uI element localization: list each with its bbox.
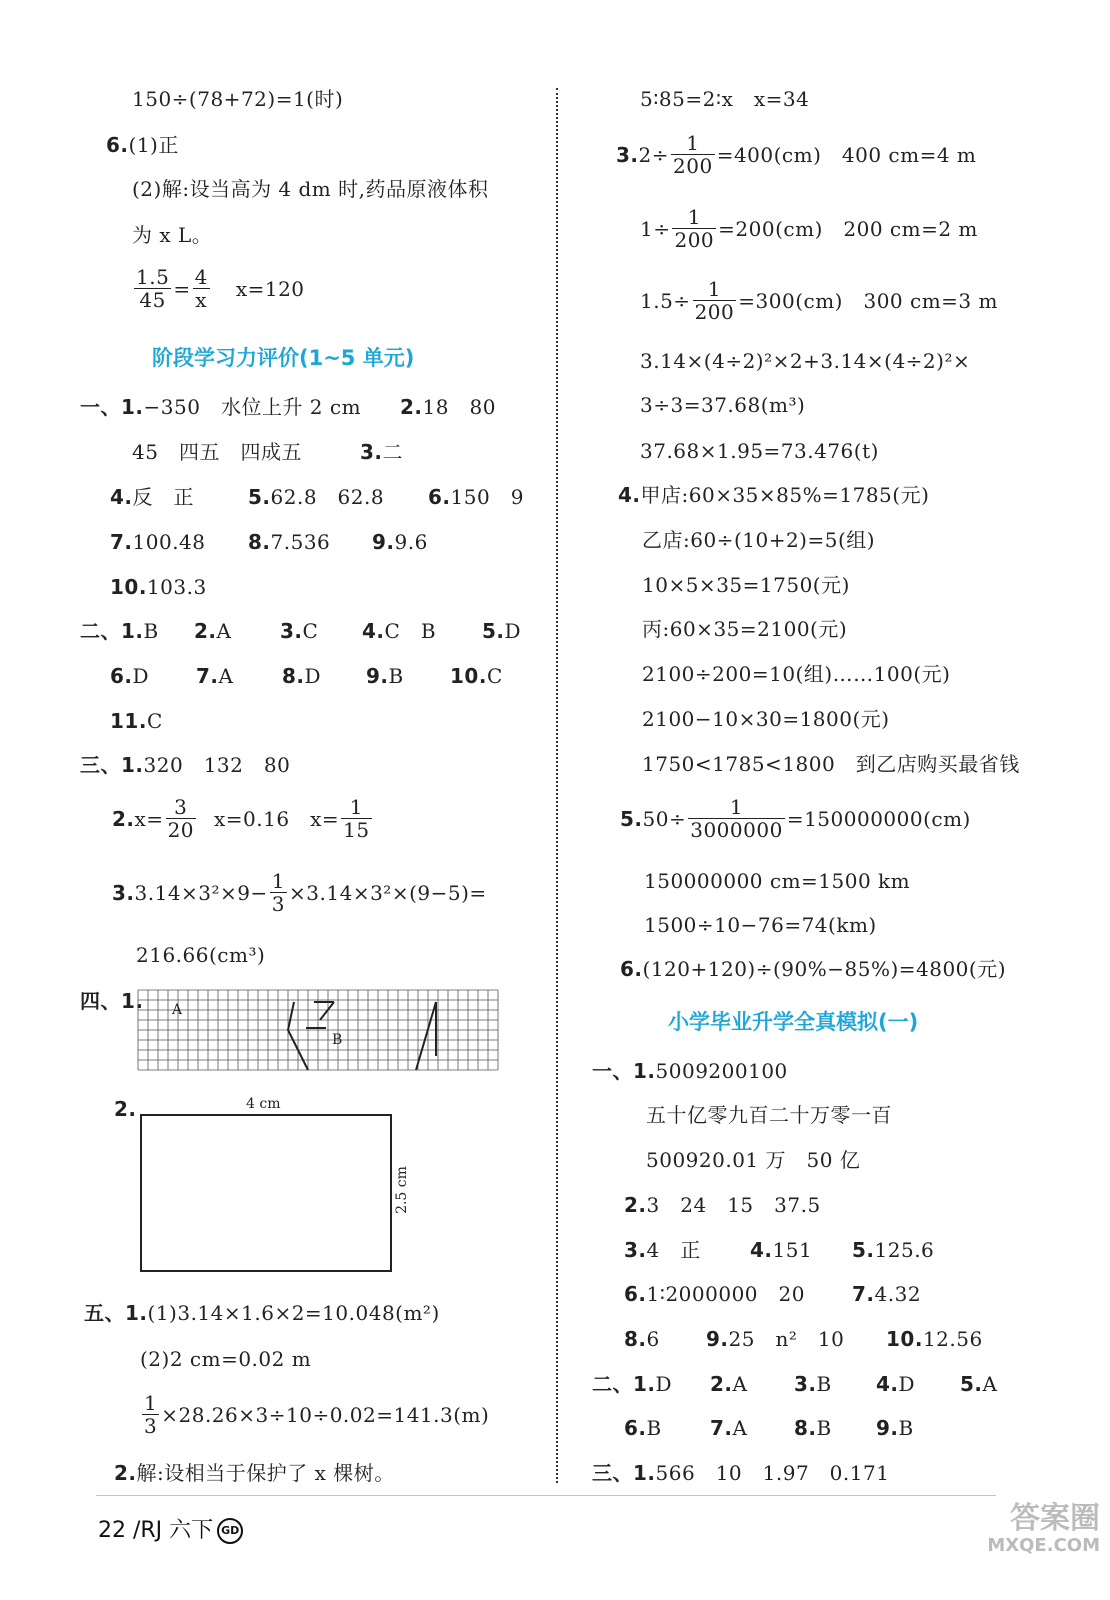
answer-line: 3.二 — [360, 440, 404, 464]
region-badge: GD — [217, 1518, 243, 1544]
answer-line: $\frac{1}{3}$ ×28.26×3÷10÷0.02=141.3(m) — [144, 1391, 490, 1438]
answer-line: 7.A — [196, 664, 234, 688]
answer-line: 6.(120+120)÷(90%−85%)=4800(元) — [620, 957, 1007, 981]
answer-line: 500920.01 万 50 亿 — [646, 1148, 861, 1172]
answer-line: 丙:60×35=2100(元) — [642, 617, 848, 641]
answer-line: 一、1.5009200100 — [592, 1059, 788, 1083]
answer-line: 1750<1785<1800 到乙店购买最省钱 — [642, 752, 1020, 776]
grid-label-a: A — [172, 1002, 183, 1018]
answer-line: 2.3 24 15 37.5 — [624, 1193, 821, 1217]
answer-line: 8.6 — [624, 1327, 660, 1351]
answer-line: 2.18 80 — [400, 395, 496, 419]
answer-line: 2100−10×30=1800(元) — [642, 707, 890, 731]
answer-line: 37.68×1.95=73.476(t) — [640, 439, 879, 463]
section-heading: 阶段学习力评价(1~5 单元) — [152, 346, 415, 370]
answer-line: 10.12.56 — [886, 1327, 983, 1351]
answer-line: 5.A — [960, 1372, 998, 1396]
proportion-equation: $\frac{1.5}{45}$ = $\frac{4}{x}$ x=120 — [136, 265, 305, 312]
answer-line: 4.151 — [750, 1238, 813, 1262]
answer-line: 216.66(cm³) — [136, 943, 266, 967]
answer-line: 9.B — [876, 1416, 914, 1440]
answer-line: 3.B — [794, 1372, 832, 1396]
answer-line: 二、1.D — [592, 1372, 673, 1396]
answer-line: 9.25 n² 10 — [706, 1327, 845, 1351]
answer-line: 3.14×(4÷2)²×2+3.14×(4÷2)²× — [640, 349, 971, 373]
answer-line: 150000000 cm=1500 km — [644, 869, 911, 893]
answer-line: 7.A — [710, 1416, 748, 1440]
answer-line: 7.100.48 — [110, 530, 206, 554]
answer-line: (2)解:设当高为 4 dm 时,药品原液体积 — [132, 177, 489, 201]
answer-line: 10×5×35=1750(元) — [642, 573, 850, 597]
page-number: 22 /RJ 六下 — [98, 1518, 214, 1543]
rect-width-label: 4 cm — [246, 1096, 281, 1112]
answer-line: 1÷ $\frac{1}{200}$ =200(cm) 200 cm=2 m — [640, 205, 978, 252]
answer-line: (2)2 cm=0.02 m — [140, 1347, 312, 1371]
answer-line: 3.2÷ $\frac{1}{200}$ =400(cm) 400 cm=4 m — [616, 131, 977, 178]
answer-line: 150÷(78+72)=1(时) — [132, 87, 344, 111]
answer-line: 6.150 9 — [428, 485, 524, 509]
answer-line: 6.1∶2000000 20 — [624, 1282, 805, 1306]
answer-line: 6.B — [624, 1416, 662, 1440]
answer-line: 8.7.536 — [248, 530, 331, 554]
answer-line: 9.9.6 — [372, 530, 428, 554]
answer-line: 一、1.−350 水位上升 2 cm — [80, 395, 362, 419]
answer-line: 2100÷200=10(组)……100(元) — [642, 662, 951, 686]
answer-line: 2.x= $\frac{3}{20}$ x=0.16 x= $\frac{1}{15}$ — [112, 795, 370, 842]
answer-line: 2. — [114, 1097, 137, 1121]
watermark-logo: 答案圈 MXQE.COM — [987, 1501, 1100, 1556]
answer-line: 四、1. — [80, 989, 144, 1013]
answer-line: 5.D — [482, 619, 522, 643]
answer-line: 2.A — [194, 619, 232, 643]
answer-line: 5∶85=2∶x x=34 — [640, 87, 810, 111]
answer-line: 三、1.320 132 80 — [80, 753, 291, 777]
column-divider — [556, 88, 558, 1483]
answer-line: 4.D — [876, 1372, 916, 1396]
answer-line: 7.4.32 — [852, 1282, 922, 1306]
answer-line: 乙店:60÷(10+2)=5(组) — [642, 528, 876, 552]
answer-line: 3.4 正 — [624, 1238, 701, 1262]
answer-line: 9.B — [366, 664, 404, 688]
answer-line: 5.125.6 — [852, 1238, 935, 1262]
rectangle-figure — [140, 1114, 392, 1272]
footer-rule — [96, 1495, 996, 1496]
answer-line: 4.C B — [362, 619, 437, 643]
answer-line: 11.C — [110, 709, 163, 733]
answer-line: 6.(1)正 — [106, 133, 179, 157]
grid-figure — [136, 988, 502, 1072]
section-heading: 小学毕业升学全真模拟(一) — [668, 1010, 919, 1034]
answer-line: 5.62.8 62.8 — [248, 485, 385, 509]
answer-line: 45 四五 四成五 — [132, 440, 302, 464]
answer-line: 2.解:设相当于保护了 x 棵树。 — [114, 1461, 395, 1485]
answer-line: 8.D — [282, 664, 322, 688]
answer-line: 4.反 正 — [110, 485, 195, 509]
answer-line: 二、1.B — [80, 619, 159, 643]
answer-line: 五十亿零九百二十万零一百 — [646, 1103, 892, 1127]
answer-line: 3÷3=37.68(m³) — [640, 393, 806, 417]
answer-line: 8.B — [794, 1416, 832, 1440]
answer-line: 三、1.566 10 1.97 0.171 — [592, 1461, 890, 1485]
answer-line: 6.D — [110, 664, 150, 688]
answer-line: 五、1.(1)3.14×1.6×2=10.048(m²) — [84, 1301, 440, 1325]
answer-line: 3.3.14×3²×9− $\frac{1}{3}$ ×3.14×3²×(9−5)= — [112, 869, 487, 916]
answer-line: 1500÷10−76=74(km) — [644, 913, 877, 937]
grid-label-b: B — [332, 1032, 343, 1048]
answer-line: 2.A — [710, 1372, 748, 1396]
answer-line: 5.50÷ $\frac{1}{3000000}$ =150000000(cm) — [620, 795, 971, 842]
answer-line: 为 x L。 — [132, 223, 213, 247]
answer-line: 10.C — [450, 664, 503, 688]
answer-line: 4.甲店:60×35×85%=1785(元) — [618, 483, 930, 507]
answer-line: 3.C — [280, 619, 319, 643]
answer-line: 1.5÷ $\frac{1}{200}$ =300(cm) 300 cm=3 m — [640, 277, 998, 324]
page-footer — [98, 1513, 243, 1544]
rect-height-label: 2.5 cm — [393, 1166, 410, 1214]
answer-line: 10.103.3 — [110, 575, 207, 599]
